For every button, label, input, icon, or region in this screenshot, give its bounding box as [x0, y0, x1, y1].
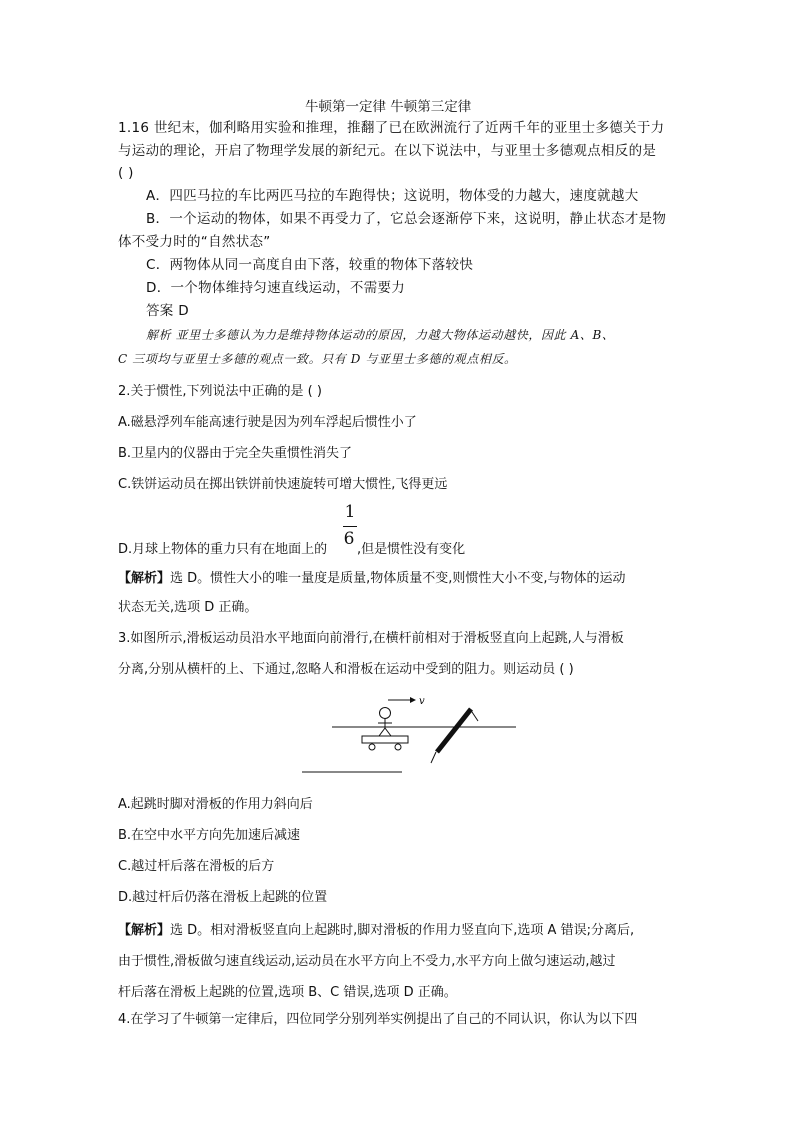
person-leg-left	[379, 728, 385, 736]
q2-option-c: C.铁饼运动员在掷出铁饼前快速旋转可增大惯性,飞得更远	[118, 477, 448, 492]
q1-analysis-line1: 解析 亚里士多德认为力是维持物体运动的原因，力越大物体运动越快，因此 A、B、	[146, 328, 615, 342]
q2-stem: 2.关于惯性,下列说法中正确的是 ( )	[118, 384, 322, 399]
crossbar-support-top	[470, 709, 478, 721]
person-leg-right	[385, 728, 391, 736]
q1-option-a: A．四匹马拉的车比两匹马拉的车跑得快；这说明，物体受的力越大，速度就越大	[146, 188, 639, 204]
q1-option-b-line1: B．一个运动的物体，如果不再受力了，它总会逐渐停下来，这说明，静止状态才是物	[146, 211, 667, 227]
q3-analysis-line3: 杆后落在滑板上起跳的位置,选项 B、C 错误,选项 D 正确。	[118, 985, 457, 1000]
crossbar-support-bottom	[431, 752, 436, 763]
q1-option-d: D．一个物体维持匀速直线运动，不需要力	[146, 280, 406, 296]
crossbar	[437, 709, 471, 752]
q1-answer: 答案 D	[146, 303, 189, 319]
wheel-left	[369, 744, 375, 750]
q2-analysis-text: 选 D。惯性大小的唯一量度是质量,物体质量不变,则惯性大小不变,与物体的运动	[170, 571, 626, 586]
q2-analysis-tag: 【解析】	[118, 571, 171, 586]
velocity-arrowhead	[410, 697, 416, 703]
q3-analysis-tag: 【解析】	[118, 923, 171, 938]
fraction-numerator: 1	[344, 502, 356, 522]
fraction-denominator: 6	[343, 529, 355, 549]
q3-stem-line2: 分离,分别从横杆的上、下通过,忽略人和滑板在运动中受到的阻力。则运动员 ( )	[118, 662, 574, 677]
q2-analysis-line2: 状态无关,选项 D 正确。	[118, 600, 258, 615]
q1-option-c: C．两物体从同一高度自由下落，较重的物体下落较快	[146, 257, 474, 273]
q1-answer-paren: ( )	[118, 165, 134, 181]
q2-analysis-line1	[118, 570, 626, 588]
skateboard-figure	[290, 690, 530, 780]
wheel-right	[395, 744, 401, 750]
q1-stem-line1: 1.16 世纪末，伽利略用实验和推理，推翻了已在欧洲流行了近两千年的亚里士多德关于力	[118, 120, 665, 136]
q3-option-b: B.在空中水平方向先加速后减速	[118, 828, 301, 843]
q2-option-b: B.卫星内的仪器由于完全失重惯性消失了	[118, 446, 353, 461]
q2-option-d-before: D.月球上物体的重力只有在地面上的	[118, 542, 328, 557]
q2-option-a: A.磁悬浮列车能高速行驶是因为列车浮起后惯性小了	[118, 415, 417, 430]
q1-analysis-line2: C 三项均与亚里士多德的观点一致。只有 D 与亚里士多德的观点相反。	[118, 352, 517, 366]
q3-option-a: A.起跳时脚对滑板的作用力斜向后	[118, 797, 313, 812]
person-head	[380, 708, 391, 719]
skateboard	[362, 736, 408, 743]
q3-analysis-text: 选 D。相对滑板竖直向上起跳时,脚对滑板的作用力竖直向下,选项 A 错误;分离后,	[170, 923, 635, 938]
fraction-bar	[343, 526, 357, 527]
q3-stem-line1: 3.如图所示,滑板运动员沿水平地面向前滑行,在横杆前相对于滑板竖直向上起跳,人与滑板	[118, 631, 624, 646]
q1-stem-line2: 与运动的理论，开启了物理学发展的新纪元。在以下说法中，与亚里士多德观点相反的是	[118, 143, 657, 159]
q2-option-d-after: ,但是惯性没有变化	[357, 542, 466, 557]
q3-analysis-line1	[118, 922, 634, 940]
velocity-label: v	[419, 696, 425, 707]
q3-option-c: C.越过杆后落在滑板的后方	[118, 859, 275, 874]
page-title: 牛顿第一定律 牛顿第三定律	[305, 99, 472, 115]
q3-option-d: D.越过杆后仍落在滑板上起跳的位置	[118, 890, 328, 905]
q1-option-b-line2: 体不受力时的“自然状态”	[118, 234, 271, 250]
q4-stem-line1: 4.在学习了牛顿第一定律后，四位同学分别列举实例提出了自己的不同认识，你认为以下四	[118, 1012, 638, 1027]
q3-analysis-line2: 由于惯性,滑板做匀速直线运动,运动员在水平方向上不受力,水平方向上做匀速运动,越过	[118, 954, 616, 969]
